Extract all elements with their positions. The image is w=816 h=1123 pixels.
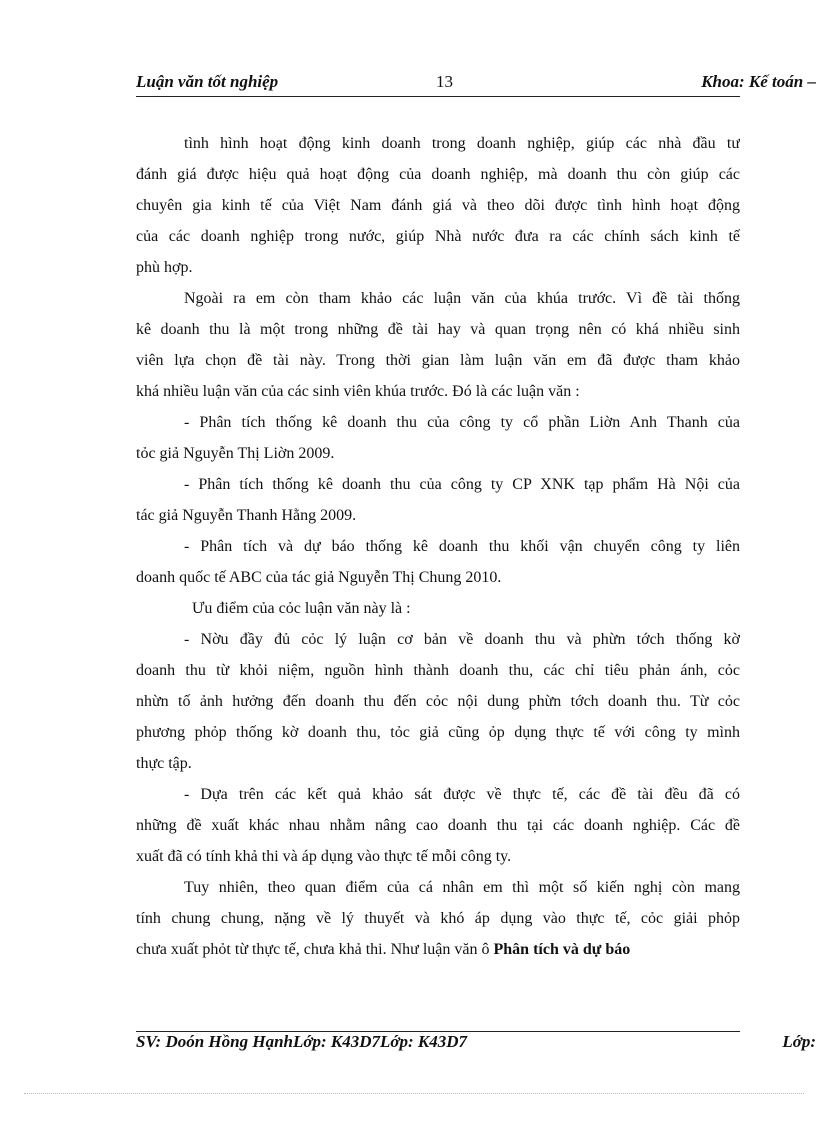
page-edge-divider [24, 1093, 804, 1094]
text-line: - Phân tích và dự báo thống kê doanh thu khối vận chuyển công ty liên [184, 538, 740, 555]
text-line: những đề xuất khác nhau nhằm nâng cao doanh thu tại các doanh nghiệp. Các đề [136, 817, 740, 834]
text-line: chuyên gia kinh tế của Việt Nam đánh giá và theo dõi được tình hình hoạt động [136, 197, 740, 214]
text-line: đánh giá được hiệu quả hoạt động của doanh nghiệp, mà doanh thu còn giúp các [136, 166, 740, 183]
text-line: tính chung chung, nặng về lý thuyết và khó áp dụng vào thực tế, cỏc giải phỏp [136, 910, 740, 927]
header-divider [136, 96, 740, 97]
text-line: doanh quốc tế ABC của tác giả Nguyễn Thị Chung 2010. [136, 569, 502, 586]
page-header [136, 72, 816, 98]
class-label: Lớp: [782, 1032, 816, 1051]
text-line: khá nhiều luận văn của các sinh viên khúa trước. Đó là các luận văn : [136, 383, 580, 400]
text-line: - Dựa trên các kết quả khảo sát được về thực tế, các đề tài đều đã có [184, 786, 740, 803]
text-line-start: chưa xuất phỏt từ thực tế, chưa khả thi. Như luận văn ô [136, 941, 490, 958]
text-line: thực tập. [136, 755, 192, 772]
text-line: của các doanh nghiệp trong nước, giúp Nhà nước đưa ra các chính sách kinh tế [136, 228, 740, 245]
text-line: Ưu điểm của cỏc luận văn này là : [192, 600, 411, 617]
student-info: SV: Doón Hồng HạnhLớp: K43D7Lớp: K43D7 [136, 1032, 468, 1051]
text-line: - Nờu đầy đủ cỏc lý luận cơ bản về doanh thu và phừn tớch thống kờ [184, 631, 740, 648]
text-line: tình hình hoạt động kinh doanh trong doanh nghiệp, giúp các nhà đầu tư [184, 135, 740, 152]
page-number: 13 [436, 72, 453, 91]
text-line: - Phân tích thống kê doanh thu của công ty CP XNK tạp phẩm Hà Nội của [184, 476, 740, 493]
text-line: tỏc giả Nguyễn Thị Liờn 2009. [136, 445, 335, 462]
bold-phrase: Phân tích và dự báo [493, 941, 631, 958]
text-line-last [136, 934, 740, 965]
text-line: Ngoài ra em còn tham khảo các luận văn của khúa trước. Vì đề tài thống [184, 290, 740, 307]
document-body [136, 128, 740, 965]
text-line: xuất đã có tính khả thi và áp dụng vào thực tế mỗi công ty. [136, 848, 512, 865]
text-line: doanh thu từ khỏi niệm, nguồn hình thành doanh thu, các chỉ tiêu phản ánh, cỏc [136, 662, 740, 679]
text-line: nhừn tố ảnh hưởng đến doanh thu đến cỏc nội dung phừn tớch doanh thu. Từ cỏc [136, 693, 740, 710]
text-line: phù hợp. [136, 259, 193, 276]
faculty-label: Khoa: Kế toán – [701, 72, 816, 91]
text-line: Tuy nhiên, theo quan điểm của cá nhân em thì một số kiến nghị còn mang [184, 879, 740, 896]
text-line: tác giả Nguyễn Thanh Hằng 2009. [136, 507, 357, 524]
text-line: viên lựa chọn đề tài này. Trong thời gian làm luận văn em đã được tham khảo [136, 352, 740, 369]
text-line: phương phỏp thống kờ doanh thu, tỏc giả cũng ỏp dụng thực tế với công ty mình [136, 724, 740, 741]
thesis-title: Luận văn tốt nghiệp [136, 72, 279, 91]
text-line: - Phân tích thống kê doanh thu của công ty cổ phần Liờn Anh Thanh của [184, 414, 740, 431]
text-line: kê doanh thu là một trong những đề tài hay và quan trọng nên có khá nhiều sinh [136, 321, 740, 338]
page-footer [136, 1032, 816, 1054]
